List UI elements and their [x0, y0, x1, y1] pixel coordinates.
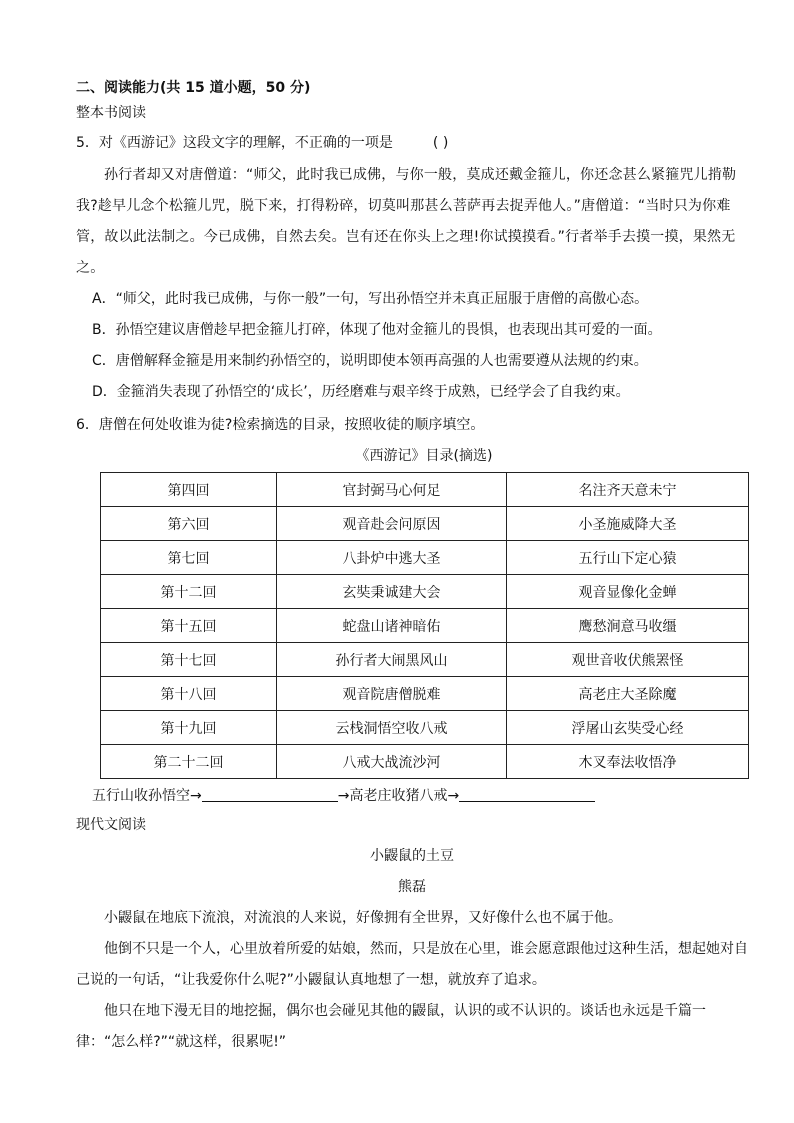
toc-chapter: 第十九回 — [101, 711, 277, 745]
story-paragraph-3: 他只在地下漫无目的地挖掘，偶尔也会碰见其他的鼹鼠，认识的或不认识的。谈话也永远是千篇一律：“怎么样?”“就这样，很累呢!” — [76, 1003, 706, 1050]
toc-row — [101, 473, 749, 507]
toc-title-first: 观音赴会问原因 — [277, 507, 507, 541]
toc-title-first: 玄奘秉诚建大会 — [277, 575, 507, 609]
exam-page — [76, 78, 748, 1058]
toc-chapter: 第十八回 — [101, 677, 277, 711]
toc-title-first: 八卦炉中逃大圣 — [277, 541, 507, 575]
toc-title-second: 名注齐天意未宁 — [507, 473, 749, 507]
story-title: 小鼹鼠的土豆 — [370, 848, 454, 864]
story-paragraph-1: 小鼹鼠在地底下流浪，对流浪的人来说，好像拥有全世界，又好像什么也不属于他。 — [104, 910, 622, 926]
toc-chapter: 第十二回 — [101, 575, 277, 609]
fill-text-1: 五行山收孙悟空→ — [92, 788, 202, 804]
toc-title-second: 观世音收伏熊罴怪 — [507, 643, 749, 677]
option-a: A．“师父，此时我已成佛，与你一般”一句，写出孙悟空并未真正屈服于唐僧的高傲心态。 — [92, 291, 649, 307]
toc-title-second: 浮屠山玄奘受心经 — [507, 711, 749, 745]
option-d: D．金箍消失表现了孙悟空的‘成长’，历经磨难与艰辛终于成熟，已经学会了自我约束。 — [92, 384, 630, 400]
subsection-modern-reading: 现代文阅读 — [76, 817, 146, 833]
toc-row — [101, 507, 749, 541]
toc-chapter: 第十七回 — [101, 643, 277, 677]
blank-1[interactable] — [202, 785, 338, 802]
option-c: C．唐僧解释金箍是用来制约孙悟空的，说明即使本领再高强的人也需要遵从法规的约束。 — [92, 353, 648, 369]
toc-row — [101, 609, 749, 643]
blank-2[interactable] — [459, 785, 595, 802]
toc-row — [101, 643, 749, 677]
toc-title-first: 云栈洞悟空收八戒 — [277, 711, 507, 745]
toc-title-first: 孙行者大闹黑风山 — [277, 643, 507, 677]
toc-chapter: 第十五回 — [101, 609, 277, 643]
table-caption: 《西游记》目录(摘选) — [355, 448, 493, 464]
toc-row — [101, 711, 749, 745]
toc-chapter: 第七回 — [101, 541, 277, 575]
toc-chapter: 第四回 — [101, 473, 277, 507]
toc-title-second: 木叉奉法收悟净 — [507, 745, 749, 779]
toc-row — [101, 677, 749, 711]
fill-text-2: →高老庄收猪八戒→ — [337, 788, 460, 804]
toc-title-first: 蛇盘山诸神暗佑 — [277, 609, 507, 643]
toc-title-second: 高老庄大圣除魔 — [507, 677, 749, 711]
section-title: 二、阅读能力(共 15 道小题，50 分) — [76, 80, 311, 96]
toc-chapter: 第六回 — [101, 507, 277, 541]
toc-row — [101, 541, 749, 575]
question-5-passage: 孙行者却又对唐僧道：“师父，此时我已成佛，与你一般，莫成还戴金箍儿，你还念甚么紧箍咒儿掯勒我?趁早儿念个松箍儿咒，脱下来，打得粉碎，切莫叫那甚么菩萨再去捉弄他人。”唐僧道：“当时只为你难管，故以此法制之。今已成佛，自然去矣。岂有还在你头上之理!你试摸摸看。”行者举手去摸一摸，果然无之。 — [76, 167, 737, 276]
toc-chapter: 第二十二回 — [101, 745, 277, 779]
toc-title-second: 观音显像化金蝉 — [507, 575, 749, 609]
story-paragraph-2: 他倒不只是一个人，心里放着所爱的姑娘，然而，只是放在心里，谁会愿意跟他过这种生活，想起她对自己说的一句话，“让我爱你什么呢?”小鼹鼠认真地想了一想，就放弃了追求。 — [76, 941, 748, 988]
answer-paren: ( ) — [432, 135, 449, 151]
option-b: B．孙悟空建议唐僧趁早把金箍儿打碎，体现了他对金箍儿的畏惧，也表现出其可爱的一面。 — [92, 322, 662, 338]
story-author: 熊磊 — [398, 879, 426, 895]
toc-title-second: 鹰愁涧意马收缰 — [507, 609, 749, 643]
toc-title-first: 官封弼马心何足 — [277, 473, 507, 507]
question-5-stem — [76, 126, 748, 160]
toc-table — [100, 472, 749, 779]
fill-in-line — [76, 779, 748, 813]
subsection-whole-book: 整本书阅读 — [76, 105, 146, 121]
toc-title-first: 八戒大战流沙河 — [277, 745, 507, 779]
toc-title-second: 五行山下定心猿 — [507, 541, 749, 575]
question-6-stem: 6．唐僧在何处收谁为徒?检索摘选的目录，按照收徒的顺序填空。 — [76, 417, 485, 433]
toc-title-second: 小圣施威降大圣 — [507, 507, 749, 541]
toc-row — [101, 745, 749, 779]
toc-title-first: 观音院唐僧脱难 — [277, 677, 507, 711]
toc-row — [101, 575, 749, 609]
question-5-text: 5．对《西游记》这段文字的理解，不正确的一项是 — [76, 135, 393, 151]
